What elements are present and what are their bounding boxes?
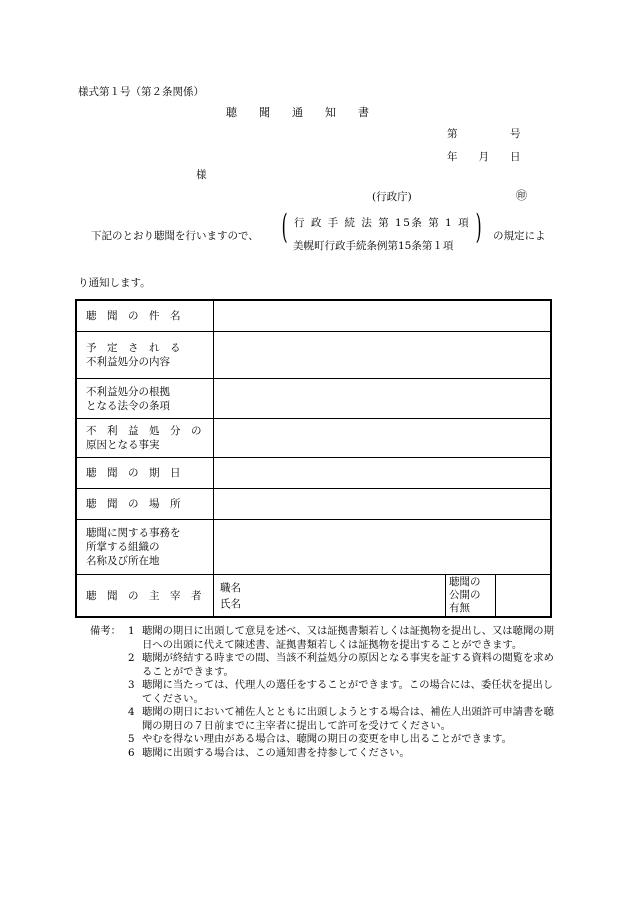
row-label-hearing-date: 聴 聞 の 期 日 <box>77 458 214 489</box>
notes-section <box>90 625 560 760</box>
left-bracket: ( <box>281 207 288 247</box>
note-item: 2 聴聞が終結する時までの間、当該不利益処分の原因となる事実を証する資料の閲覧を求めることができます。 <box>128 652 554 678</box>
seal-mark: ㊞ <box>516 189 527 202</box>
note-item: 3 聴聞に当たっては、代理人の選任をすることができます。この場合には、委任状を提出してください。 <box>128 679 554 705</box>
hearing-date-value <box>214 458 551 489</box>
law-reference-1: 行 政 手 続 法 第 15条 第 1 項 <box>294 217 471 229</box>
presider-name-label: 氏名 <box>220 597 241 610</box>
public-value <box>496 575 551 617</box>
planned-disposition-value <box>214 332 551 379</box>
table-row <box>77 379 551 419</box>
table-row <box>77 332 551 379</box>
public-label-cell: 聴聞の 公開の 有無 <box>446 575 496 617</box>
agency-label: (行政庁) <box>372 191 412 203</box>
recipient-suffix: 様 <box>196 169 207 181</box>
form-number: 様式第１号（第２条関係） <box>78 86 204 98</box>
row-label-case-name: 聴 聞 の 件 名 <box>77 301 214 332</box>
row-label-office: 聴聞に関する事務を 所掌する組織の 名称及び所在地 <box>77 520 214 575</box>
intro-text-end: の規定によ <box>493 230 546 242</box>
table-row <box>77 520 551 575</box>
table-row <box>77 419 551 458</box>
table-row <box>77 458 551 489</box>
row-label-cause-facts: 不 利 益 処 分 の 原因となる事実 <box>77 419 214 458</box>
law-reference-2: 美幌町行政手続条例第15条第１項 <box>293 240 454 252</box>
document-title: 聴 聞 通 知 書 <box>226 106 369 119</box>
table-row <box>77 489 551 520</box>
row-label-hearing-place: 聴 聞 の 場 所 <box>77 489 214 520</box>
notes-label: 備考： <box>90 625 121 637</box>
presider-title-label: 職名 <box>220 581 241 594</box>
hearing-details-table <box>76 300 551 617</box>
row-label-legal-basis: 不利益処分の根拠 となる法令の条項 <box>77 379 214 419</box>
cause-facts-value <box>214 419 551 458</box>
row-label-planned-disposition: 予 定 さ れ る 不利益処分の内容 <box>77 332 214 379</box>
case-name-value <box>214 301 551 332</box>
document-date: 年 月 日 <box>447 151 521 163</box>
right-bracket: ) <box>475 207 482 247</box>
intro-text-continued: り通知します。 <box>78 277 151 289</box>
office-value <box>214 520 551 575</box>
presider-cell <box>214 575 446 617</box>
table-row <box>77 575 551 617</box>
note-item: 備考： 1 聴聞の期日に出頭して意見を述べ、又は証拠書類若しくは証拠物を提出し、又は聴聞の期日への出頭に代えて陳述書、証拠書類若しくは証拠物を提出することができます。 <box>90 625 554 651</box>
note-item: 4 聴聞の期日において補佐人とともに出頭しようとする場合は、補佐人出頭許可申請書を聴聞の期日の７日前までに主宰者に提出して許可を受けてください。 <box>128 706 554 732</box>
table-row <box>77 301 551 332</box>
hearing-place-value <box>214 489 551 520</box>
legal-basis-value <box>214 379 551 419</box>
intro-text: 下記のとおり聴聞を行いますので、 <box>91 230 259 242</box>
note-item: 6 聴聞に出頭する場合は、この通知書を持参してください。 <box>128 746 410 759</box>
note-item: 5 やむを得ない理由がある場合は、聴聞の期日の変更を申し出ることができます。 <box>128 733 512 745</box>
row-label-presider: 聴 聞 の 主 宰 者 <box>77 575 214 617</box>
document-number: 第 号 <box>447 128 521 140</box>
